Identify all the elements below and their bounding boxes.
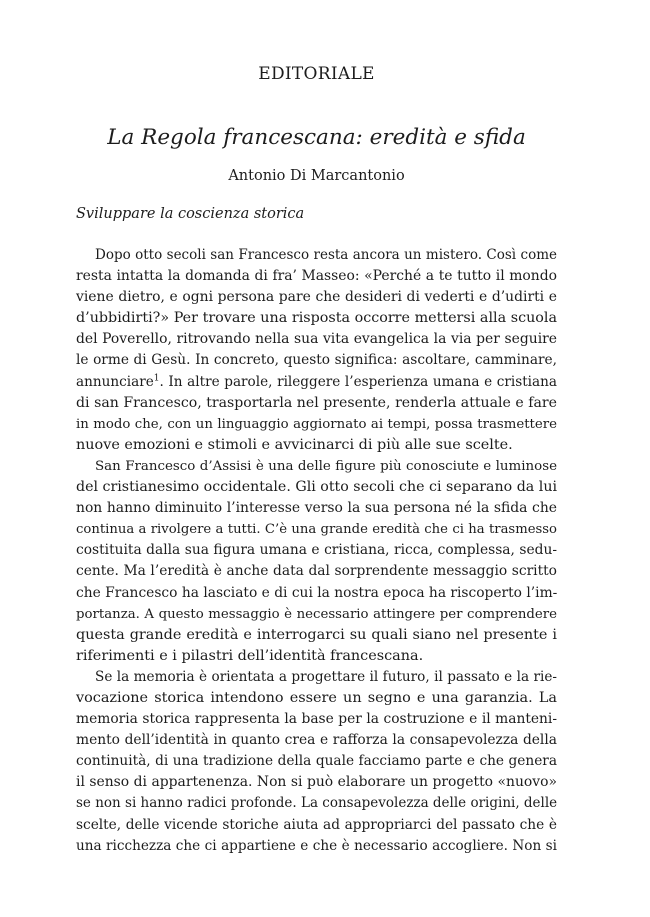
text-fragment: In altre parole, rileggere l’esperienza umana e cristiana bbox=[168, 373, 557, 390]
text-line: le orme di Gesù. In concreto, questo significa: ascoltare, camminare, bbox=[76, 352, 557, 369]
text-line: cente. Ma l’eredità è anche data dal sorprendente messaggio scritto bbox=[76, 563, 557, 580]
article-title: La Regola francescana: eredità e sfida bbox=[107, 125, 526, 150]
text-line: Dopo otto secoli san Francesco resta ancora un mistero. Così come bbox=[95, 247, 557, 263]
section-heading: Sviluppare la coscienza storica bbox=[76, 206, 305, 222]
text-line: vocazione storica intendono essere un segno e una garanzia. La bbox=[76, 689, 557, 706]
text-line: del cristianesimo occidentale. Gli otto secoli che ci separano da lui bbox=[76, 479, 557, 496]
text-line: il senso di appartenenza. Non si può elaborare un progetto «nuovo» bbox=[76, 774, 557, 791]
text-line: del Poverello, ritrovando nella sua vita evangelica la via per seguire bbox=[76, 331, 557, 348]
text-line-with-footnote: annunciare$^1$. In altre parole, rileggere l’esperienza umana e cristiana bbox=[76, 373, 557, 390]
text-line: in modo che, con un linguaggio aggiornato ai tempi, possa trasmettere bbox=[76, 416, 557, 432]
text-line: di san Francesco, trasportarla nel presente, renderla attuale e fare bbox=[76, 394, 557, 411]
text-line: scelte, delle vicende storiche aiuta ad appropriarci del passato che è bbox=[76, 816, 557, 833]
text-line: continua a rivolgere a tutti. C’è una grande eredità che ci ha trasmesso bbox=[76, 522, 557, 538]
author-name: Antonio Di Marcantonio bbox=[228, 168, 405, 184]
text-line: mento dell’identità in quanto crea e rafforza la consapevolezza della bbox=[76, 732, 557, 749]
text-line: Se la memoria è orientata a progettare il futuro, il passato e la rie- bbox=[95, 668, 557, 685]
text-line: una ricchezza che ci appartiene e che è necessario accogliere. Non si bbox=[76, 837, 557, 854]
text-line: costituita dalla sua figura umana e cristiana, ricca, complessa, sedu- bbox=[76, 542, 557, 559]
text-line: non hanno diminuito l’interesse verso la sua persona né la sfida che bbox=[76, 500, 557, 517]
text-fragment: annunciare bbox=[76, 373, 154, 390]
text-line: San Francesco d’Assisi è una delle figure più conosciute e luminose bbox=[95, 458, 557, 474]
text-line: d’ubbidirti?» Per trovare una risposta occorre mettersi alla scuola bbox=[76, 310, 557, 327]
section-label: EDITORIALE bbox=[258, 64, 375, 84]
text-line: resta intatta la domanda di fra’ Masseo: «Perché a te tutto il mondo bbox=[76, 268, 557, 285]
text-line: memoria storica rappresenta la base per la costruzione e il manteni- bbox=[76, 711, 557, 728]
text-line: continuità, di una tradizione della quale facciamo parte e che genera bbox=[76, 753, 557, 770]
text-line: questa grande eredità e interrogarci su quali siano nel presente i bbox=[76, 626, 557, 643]
footnote-reference: 1 bbox=[153, 373, 160, 384]
text-line: nuove emozioni e stimoli e avvicinarci di più alle sue scelte. bbox=[76, 436, 513, 453]
text-line: se non si hanno radici profonde. La consapevolezza delle origini, delle bbox=[76, 795, 558, 812]
article-body bbox=[76, 245, 557, 857]
text-line: riferimenti e i pilastri dell’identità francescana. bbox=[76, 647, 424, 664]
text-line: viene dietro, e ogni persona pare che desideri di vederti e d’udirti e bbox=[76, 289, 557, 306]
text-line: che Francesco ha lasciato e di cui la nostra epoca ha riscoperto l’im- bbox=[76, 584, 558, 601]
text-line: portanza. A questo messaggio è necessario attingere per comprendere bbox=[76, 606, 557, 622]
